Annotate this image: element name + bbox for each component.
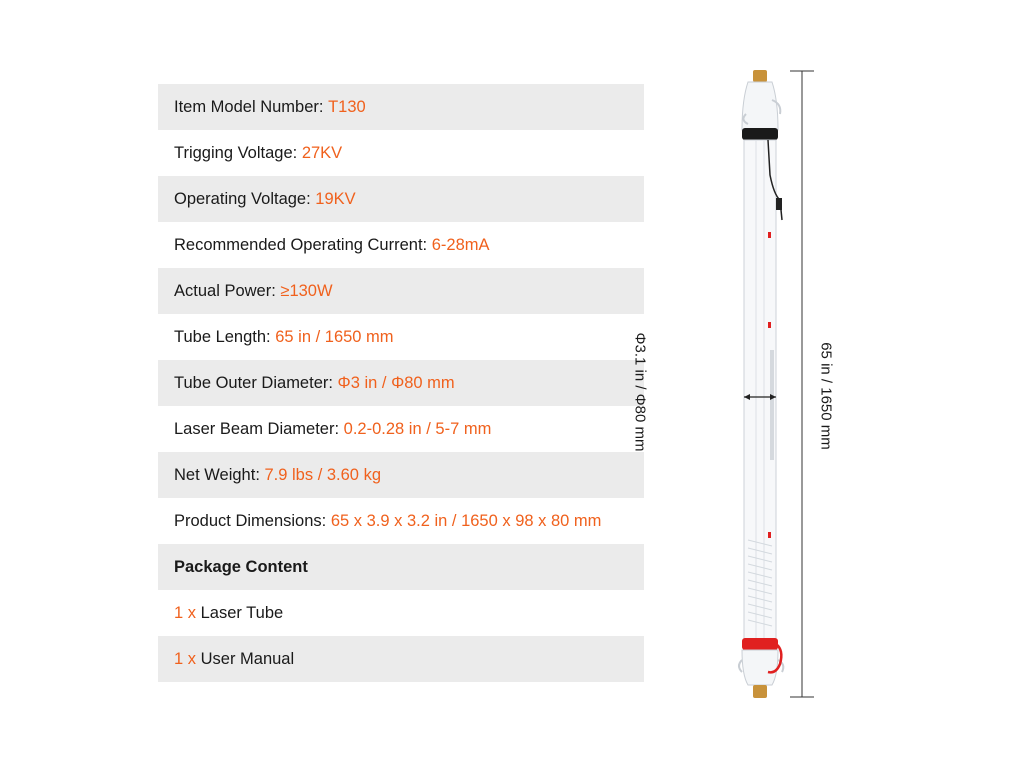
spec-value: 6-28mA	[431, 235, 490, 254]
spec-label: Product Dimensions:	[174, 511, 327, 530]
spec-row-operating-current	[158, 222, 644, 268]
spec-label: Operating Voltage:	[174, 189, 311, 208]
spec-value: 7.9 lbs / 3.60 kg	[264, 465, 381, 484]
spec-row-beam-diameter	[158, 406, 644, 452]
diameter-label: Φ3.1 in / Φ80 mm	[631, 332, 649, 452]
spec-label: Trigging Voltage:	[174, 143, 298, 162]
laser-tube-image	[690, 60, 860, 710]
spec-value: 65 x 3.9 x 3.2 in / 1650 x 98 x 80 mm	[330, 511, 602, 530]
black-band	[742, 128, 778, 140]
spec-label: Tube Length:	[174, 327, 271, 346]
package-content-header	[158, 544, 644, 590]
package-item-qty: 1 x	[174, 603, 197, 622]
spec-row-tube-outer-diameter	[158, 360, 644, 406]
package-item-qty: 1 x	[174, 649, 197, 668]
spec-row-operating-voltage	[158, 176, 644, 222]
length-dimension-line	[790, 71, 814, 697]
spec-row-tube-length	[158, 314, 644, 360]
spec-row-actual-power	[158, 268, 644, 314]
spec-value: 65 in / 1650 mm	[275, 327, 394, 346]
spec-label: Actual Power:	[174, 281, 276, 300]
red-band	[742, 638, 778, 650]
spec-label: Tube Outer Diameter:	[174, 373, 333, 392]
top-cap	[753, 70, 767, 82]
length-label: 65 in / 1650 mm	[817, 342, 835, 450]
package-item-user-manual	[158, 636, 644, 682]
spec-value: Φ3 in / Φ80 mm	[337, 373, 455, 392]
spec-row-product-dimensions	[158, 498, 644, 544]
spec-table	[158, 84, 644, 682]
spec-value: ≥130W	[280, 281, 333, 300]
bottom-bulb	[742, 650, 778, 685]
package-item-name: Laser Tube	[200, 603, 284, 622]
spec-value: 0.2-0.28 in / 5-7 mm	[343, 419, 492, 438]
package-item-laser-tube	[158, 590, 644, 636]
spec-label: Recommended Operating Current:	[174, 235, 428, 254]
spec-row-model-number	[158, 84, 644, 130]
spec-row-trigging-voltage	[158, 130, 644, 176]
package-item-name: User Manual	[200, 649, 295, 668]
spec-row-net-weight	[158, 452, 644, 498]
spec-label: Item Model Number:	[174, 97, 324, 116]
package-content-title: Package Content	[174, 557, 308, 576]
spec-value: 19KV	[315, 189, 356, 208]
spec-label: Laser Beam Diameter:	[174, 419, 340, 438]
bottom-cap	[753, 685, 767, 698]
spec-label: Net Weight:	[174, 465, 260, 484]
spec-value: T130	[328, 97, 366, 116]
spec-value: 27KV	[301, 143, 343, 162]
